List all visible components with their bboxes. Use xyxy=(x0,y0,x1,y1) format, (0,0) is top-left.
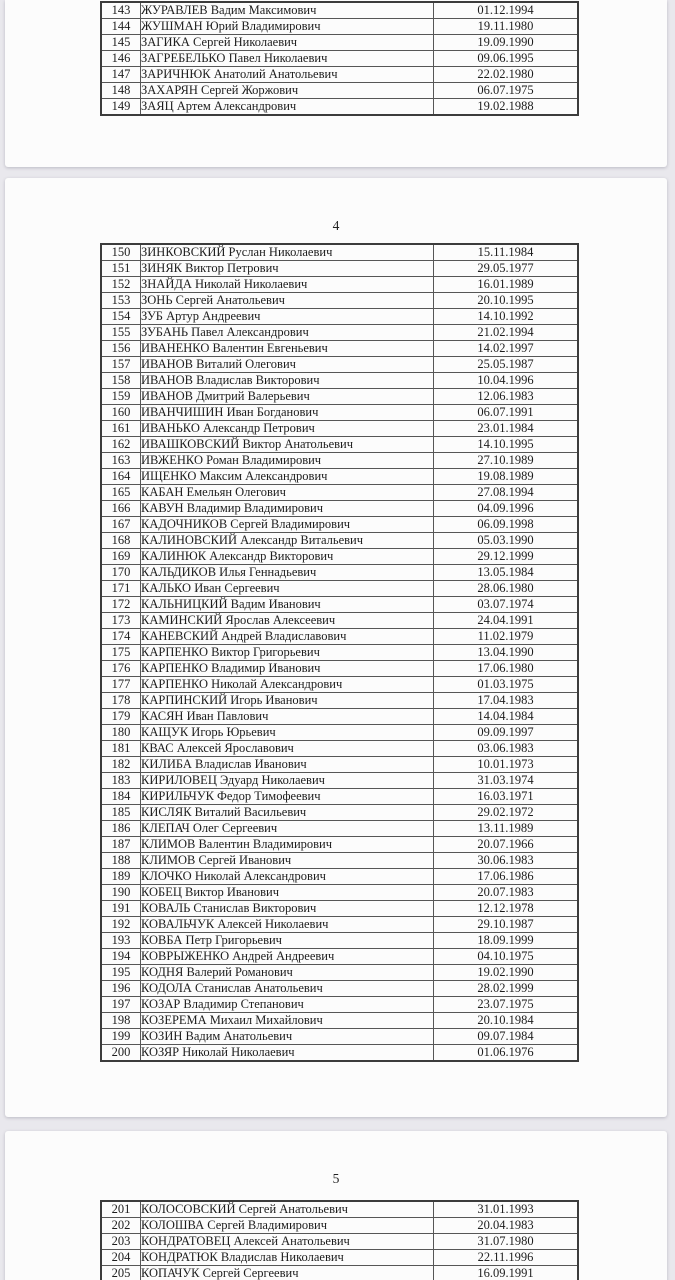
name-cell: КЛИМОВ Сергей Иванович xyxy=(141,853,434,869)
dob-cell: 16.03.1971 xyxy=(434,789,579,805)
table-row xyxy=(101,789,578,805)
table-row xyxy=(101,885,578,901)
row-number-cell: 173 xyxy=(101,613,141,629)
table-row xyxy=(101,661,578,677)
row-number-cell: 182 xyxy=(101,757,141,773)
table-row xyxy=(101,453,578,469)
name-cell: КЛЕПАЧ Олег Сергеевич xyxy=(141,821,434,837)
row-number-cell: 201 xyxy=(101,1201,141,1218)
name-cell: КЛОЧКО Николай Александрович xyxy=(141,869,434,885)
row-number-cell: 202 xyxy=(101,1218,141,1234)
row-number-cell: 176 xyxy=(101,661,141,677)
name-cell: КОПАЧУК Сергей Сергеевич xyxy=(141,1266,434,1280)
table-row xyxy=(101,1045,578,1062)
name-cell: КАРПЕНКО Владимир Иванович xyxy=(141,661,434,677)
row-number-cell: 192 xyxy=(101,917,141,933)
name-cell: ИВАНОВ Владислав Викторович xyxy=(141,373,434,389)
dob-cell: 23.07.1975 xyxy=(434,997,579,1013)
row-number-cell: 199 xyxy=(101,1029,141,1045)
table-row xyxy=(101,1250,578,1266)
table-row xyxy=(101,773,578,789)
dob-cell: 13.11.1989 xyxy=(434,821,579,837)
row-number-cell: 203 xyxy=(101,1234,141,1250)
table-row xyxy=(101,1201,578,1218)
dob-cell: 19.02.1990 xyxy=(434,965,579,981)
table-row xyxy=(101,1013,578,1029)
name-cell: КАРПИНСКИЙ Игорь Иванович xyxy=(141,693,434,709)
row-number-cell: 149 xyxy=(101,99,141,116)
name-cell: КОВАЛЬ Станислав Викторович xyxy=(141,901,434,917)
name-cell: ЗОНЬ Сергей Анатольевич xyxy=(141,293,434,309)
dob-cell: 31.03.1974 xyxy=(434,773,579,789)
dob-cell: 11.02.1979 xyxy=(434,629,579,645)
table-row xyxy=(101,277,578,293)
row-number-cell: 204 xyxy=(101,1250,141,1266)
table-row xyxy=(101,693,578,709)
table-row xyxy=(101,244,578,261)
table-row xyxy=(101,325,578,341)
dob-cell: 22.11.1996 xyxy=(434,1250,579,1266)
dob-cell: 19.02.1988 xyxy=(434,99,579,116)
dob-cell: 20.10.1984 xyxy=(434,1013,579,1029)
row-number-cell: 178 xyxy=(101,693,141,709)
table-row xyxy=(101,357,578,373)
table-row xyxy=(101,853,578,869)
row-number-cell: 184 xyxy=(101,789,141,805)
table-row xyxy=(101,565,578,581)
table-row xyxy=(101,35,578,51)
dob-cell: 09.06.1995 xyxy=(434,51,579,67)
dob-cell: 04.10.1975 xyxy=(434,949,579,965)
dob-cell: 27.08.1994 xyxy=(434,485,579,501)
dob-cell: 16.01.1989 xyxy=(434,277,579,293)
roster-table xyxy=(100,1,579,116)
dob-cell: 05.03.1990 xyxy=(434,533,579,549)
dob-cell: 17.04.1983 xyxy=(434,693,579,709)
table-row xyxy=(101,949,578,965)
row-number-cell: 153 xyxy=(101,293,141,309)
dob-cell: 31.01.1993 xyxy=(434,1201,579,1218)
name-cell: КОЗЯР Николай Николаевич xyxy=(141,1045,434,1062)
dob-cell: 12.12.1978 xyxy=(434,901,579,917)
row-number-cell: 146 xyxy=(101,51,141,67)
document-page-4 xyxy=(5,178,667,1117)
name-cell: КАЛЬНИЦКИЙ Вадим Иванович xyxy=(141,597,434,613)
row-number-cell: 158 xyxy=(101,373,141,389)
row-number-cell: 156 xyxy=(101,341,141,357)
dob-cell: 27.10.1989 xyxy=(434,453,579,469)
name-cell: ЗНАЙДА Николай Николаевич xyxy=(141,277,434,293)
row-number-cell: 193 xyxy=(101,933,141,949)
row-number-cell: 195 xyxy=(101,965,141,981)
dob-cell: 29.10.1987 xyxy=(434,917,579,933)
row-number-cell: 194 xyxy=(101,949,141,965)
table-row xyxy=(101,533,578,549)
name-cell: КАРПЕНКО Виктор Григорьевич xyxy=(141,645,434,661)
name-cell: КОВБА Петр Григорьевич xyxy=(141,933,434,949)
dob-cell: 09.09.1997 xyxy=(434,725,579,741)
name-cell: КОДОЛА Станислав Анатольевич xyxy=(141,981,434,997)
name-cell: КАЛЬКО Иван Сергеевич xyxy=(141,581,434,597)
dob-cell: 09.07.1984 xyxy=(434,1029,579,1045)
dob-cell: 12.06.1983 xyxy=(434,389,579,405)
name-cell: ИВЖЕНКО Роман Владимирович xyxy=(141,453,434,469)
row-number-cell: 150 xyxy=(101,244,141,261)
dob-cell: 28.06.1980 xyxy=(434,581,579,597)
dob-cell: 22.02.1980 xyxy=(434,67,579,83)
row-number-cell: 144 xyxy=(101,19,141,35)
table-row xyxy=(101,261,578,277)
name-cell: ЗУБАНЬ Павел Александрович xyxy=(141,325,434,341)
row-number-cell: 152 xyxy=(101,277,141,293)
table-row xyxy=(101,293,578,309)
table-row xyxy=(101,485,578,501)
name-cell: КАНЕВСКИЙ Андрей Владиславович xyxy=(141,629,434,645)
table-row xyxy=(101,437,578,453)
name-cell: КОБЕЦ Виктор Иванович xyxy=(141,885,434,901)
name-cell: КАЩУК Игорь Юрьевич xyxy=(141,725,434,741)
name-cell: КАСЯН Иван Павлович xyxy=(141,709,434,725)
name-cell: КЛИМОВ Валентин Владимирович xyxy=(141,837,434,853)
table-row xyxy=(101,837,578,853)
name-cell: ИЩЕНКО Максим Александрович xyxy=(141,469,434,485)
table-row xyxy=(101,67,578,83)
table-row xyxy=(101,549,578,565)
row-number-cell: 180 xyxy=(101,725,141,741)
dob-cell: 19.08.1989 xyxy=(434,469,579,485)
table-row xyxy=(101,1029,578,1045)
name-cell: КАДОЧНИКОВ Сергей Владимирович xyxy=(141,517,434,533)
table-row xyxy=(101,933,578,949)
dob-cell: 28.02.1999 xyxy=(434,981,579,997)
row-number-cell: 196 xyxy=(101,981,141,997)
table-row xyxy=(101,389,578,405)
dob-cell: 03.06.1983 xyxy=(434,741,579,757)
dob-cell: 20.07.1983 xyxy=(434,885,579,901)
name-cell: ИВАНОВ Дмитрий Валерьевич xyxy=(141,389,434,405)
row-number-cell: 147 xyxy=(101,67,141,83)
dob-cell: 30.06.1983 xyxy=(434,853,579,869)
dob-cell: 20.10.1995 xyxy=(434,293,579,309)
name-cell: ЗАРИЧНЮК Анатолий Анатольевич xyxy=(141,67,434,83)
row-number-cell: 148 xyxy=(101,83,141,99)
table-row xyxy=(101,1218,578,1234)
roster-table xyxy=(100,243,579,1062)
name-cell: КОВРЫЖЕНКО Андрей Андреевич xyxy=(141,949,434,965)
name-cell: ИВАШКОВСКИЙ Виктор Анатольевич xyxy=(141,437,434,453)
name-cell: ИВАНЕНКО Валентин Евгеньевич xyxy=(141,341,434,357)
row-number-cell: 170 xyxy=(101,565,141,581)
name-cell: КОЗИН Вадим Анатольевич xyxy=(141,1029,434,1045)
table-row xyxy=(101,757,578,773)
name-cell: ЗАХАРЯН Сергей Жоржович xyxy=(141,83,434,99)
dob-cell: 10.01.1973 xyxy=(434,757,579,773)
name-cell: ИВАНОВ Виталий Олегович xyxy=(141,357,434,373)
row-number-cell: 200 xyxy=(101,1045,141,1062)
name-cell: КОЛОСОВСКИЙ Сергей Анатольевич xyxy=(141,1201,434,1218)
table-row xyxy=(101,341,578,357)
page-number: 4 xyxy=(332,218,340,233)
dob-cell: 19.11.1980 xyxy=(434,19,579,35)
name-cell: ЗИНЯК Виктор Петрович xyxy=(141,261,434,277)
row-number-cell: 185 xyxy=(101,805,141,821)
row-number-cell: 163 xyxy=(101,453,141,469)
table-row xyxy=(101,501,578,517)
table-row xyxy=(101,19,578,35)
name-cell: КАЛИНОВСКИЙ Александр Витальевич xyxy=(141,533,434,549)
row-number-cell: 166 xyxy=(101,501,141,517)
name-cell: ИВАНЬКО Александр Петрович xyxy=(141,421,434,437)
table-row xyxy=(101,645,578,661)
table-row xyxy=(101,677,578,693)
dob-cell: 13.05.1984 xyxy=(434,565,579,581)
table-row xyxy=(101,629,578,645)
row-number-cell: 181 xyxy=(101,741,141,757)
row-number-cell: 154 xyxy=(101,309,141,325)
table-row xyxy=(101,469,578,485)
row-number-cell: 157 xyxy=(101,357,141,373)
dob-cell: 06.07.1991 xyxy=(434,405,579,421)
table-row xyxy=(101,99,578,116)
dob-cell: 20.07.1966 xyxy=(434,837,579,853)
name-cell: КИЛИБА Владислав Иванович xyxy=(141,757,434,773)
dob-cell: 31.07.1980 xyxy=(434,1234,579,1250)
row-number-cell: 143 xyxy=(101,2,141,19)
dob-cell: 25.05.1987 xyxy=(434,357,579,373)
page-number: 5 xyxy=(332,1171,340,1186)
table-row xyxy=(101,805,578,821)
name-cell: КОЗАР Владимир Степанович xyxy=(141,997,434,1013)
row-number-cell: 177 xyxy=(101,677,141,693)
table-row xyxy=(101,581,578,597)
name-cell: КИСЛЯК Виталий Васильевич xyxy=(141,805,434,821)
row-number-cell: 183 xyxy=(101,773,141,789)
dob-cell: 21.02.1994 xyxy=(434,325,579,341)
name-cell: КОЗЕРЕМА Михаил Михайлович xyxy=(141,1013,434,1029)
dob-cell: 06.07.1975 xyxy=(434,83,579,99)
name-cell: ЖУРАВЛЕВ Вадим Максимович xyxy=(141,2,434,19)
dob-cell: 04.09.1996 xyxy=(434,501,579,517)
name-cell: КАЛИНЮК Александр Викторович xyxy=(141,549,434,565)
name-cell: КИРИЛЬЧУК Федор Тимофеевич xyxy=(141,789,434,805)
row-number-cell: 167 xyxy=(101,517,141,533)
table-row xyxy=(101,2,578,19)
row-number-cell: 191 xyxy=(101,901,141,917)
name-cell: КАЛЬДИКОВ Илья Геннадьевич xyxy=(141,565,434,581)
row-number-cell: 169 xyxy=(101,549,141,565)
name-cell: ЗУБ Артур Андреевич xyxy=(141,309,434,325)
table-row xyxy=(101,981,578,997)
dob-cell: 17.06.1986 xyxy=(434,869,579,885)
row-number-cell: 171 xyxy=(101,581,141,597)
dob-cell: 20.04.1983 xyxy=(434,1218,579,1234)
table-row xyxy=(101,517,578,533)
row-number-cell: 179 xyxy=(101,709,141,725)
row-number-cell: 162 xyxy=(101,437,141,453)
row-number-cell: 145 xyxy=(101,35,141,51)
name-cell: ЗАГРЕБЕЛЬКО Павел Николаевич xyxy=(141,51,434,67)
table-row xyxy=(101,405,578,421)
roster-table xyxy=(100,1200,579,1280)
dob-cell: 10.04.1996 xyxy=(434,373,579,389)
row-number-cell: 187 xyxy=(101,837,141,853)
dob-cell: 14.10.1995 xyxy=(434,437,579,453)
table-row xyxy=(101,821,578,837)
row-number-cell: 174 xyxy=(101,629,141,645)
dob-cell: 14.10.1992 xyxy=(434,309,579,325)
table-row xyxy=(101,725,578,741)
name-cell: КОДНЯ Валерий Романович xyxy=(141,965,434,981)
name-cell: ЖУШМАН Юрий Владимирович xyxy=(141,19,434,35)
table-row xyxy=(101,421,578,437)
dob-cell: 01.06.1976 xyxy=(434,1045,579,1062)
name-cell: КОВАЛЬЧУК Алексей Николаевич xyxy=(141,917,434,933)
row-number-cell: 161 xyxy=(101,421,141,437)
row-number-cell: 172 xyxy=(101,597,141,613)
table-row xyxy=(101,597,578,613)
dob-cell: 03.07.1974 xyxy=(434,597,579,613)
dob-cell: 17.06.1980 xyxy=(434,661,579,677)
dob-cell: 06.09.1998 xyxy=(434,517,579,533)
name-cell: ЗАГИКА Сергей Николаевич xyxy=(141,35,434,51)
row-number-cell: 205 xyxy=(101,1266,141,1280)
row-number-cell: 151 xyxy=(101,261,141,277)
table-row xyxy=(101,51,578,67)
table-row xyxy=(101,997,578,1013)
name-cell: КАБАН Емельян Олегович xyxy=(141,485,434,501)
dob-cell: 29.12.1999 xyxy=(434,549,579,565)
row-number-cell: 188 xyxy=(101,853,141,869)
dob-cell: 23.01.1984 xyxy=(434,421,579,437)
name-cell: КОЛОШВА Сергей Владимирович xyxy=(141,1218,434,1234)
dob-cell: 14.04.1984 xyxy=(434,709,579,725)
table-row xyxy=(101,869,578,885)
name-cell: КАРПЕНКО Николай Александрович xyxy=(141,677,434,693)
document-page-5 xyxy=(5,1131,667,1280)
table-row xyxy=(101,309,578,325)
row-number-cell: 189 xyxy=(101,869,141,885)
dob-cell: 18.09.1999 xyxy=(434,933,579,949)
row-number-cell: 168 xyxy=(101,533,141,549)
row-number-cell: 164 xyxy=(101,469,141,485)
dob-cell: 16.09.1991 xyxy=(434,1266,579,1280)
dob-cell: 01.12.1994 xyxy=(434,2,579,19)
dob-cell: 24.04.1991 xyxy=(434,613,579,629)
row-number-cell: 155 xyxy=(101,325,141,341)
row-number-cell: 197 xyxy=(101,997,141,1013)
row-number-cell: 190 xyxy=(101,885,141,901)
table-row xyxy=(101,1234,578,1250)
table-row xyxy=(101,917,578,933)
name-cell: ИВАНЧИШИН Иван Богданович xyxy=(141,405,434,421)
dob-cell: 19.09.1990 xyxy=(434,35,579,51)
table-row xyxy=(101,741,578,757)
dob-cell: 29.02.1972 xyxy=(434,805,579,821)
dob-cell: 29.05.1977 xyxy=(434,261,579,277)
name-cell: ЗИНКОВСКИЙ Руслан Николаевич xyxy=(141,244,434,261)
table-row xyxy=(101,1266,578,1280)
document-page-partial xyxy=(5,0,667,167)
table-row xyxy=(101,901,578,917)
name-cell: КОНДРАТЮК Владислав Николаевич xyxy=(141,1250,434,1266)
row-number-cell: 198 xyxy=(101,1013,141,1029)
name-cell: КИРИЛОВЕЦ Эдуард Николаевич xyxy=(141,773,434,789)
table-row xyxy=(101,709,578,725)
name-cell: КОНДРАТОВЕЦ Алексей Анатольевич xyxy=(141,1234,434,1250)
table-row xyxy=(101,373,578,389)
dob-cell: 01.03.1975 xyxy=(434,677,579,693)
row-number-cell: 159 xyxy=(101,389,141,405)
name-cell: КАМИНСКИЙ Ярослав Алексеевич xyxy=(141,613,434,629)
table-row xyxy=(101,613,578,629)
row-number-cell: 165 xyxy=(101,485,141,501)
name-cell: КАВУН Владимир Владимирович xyxy=(141,501,434,517)
dob-cell: 15.11.1984 xyxy=(434,244,579,261)
dob-cell: 14.02.1997 xyxy=(434,341,579,357)
row-number-cell: 175 xyxy=(101,645,141,661)
name-cell: КВАС Алексей Ярославович xyxy=(141,741,434,757)
row-number-cell: 186 xyxy=(101,821,141,837)
dob-cell: 13.04.1990 xyxy=(434,645,579,661)
row-number-cell: 160 xyxy=(101,405,141,421)
name-cell: ЗАЯЦ Артем Александрович xyxy=(141,99,434,116)
table-row xyxy=(101,83,578,99)
table-row xyxy=(101,965,578,981)
